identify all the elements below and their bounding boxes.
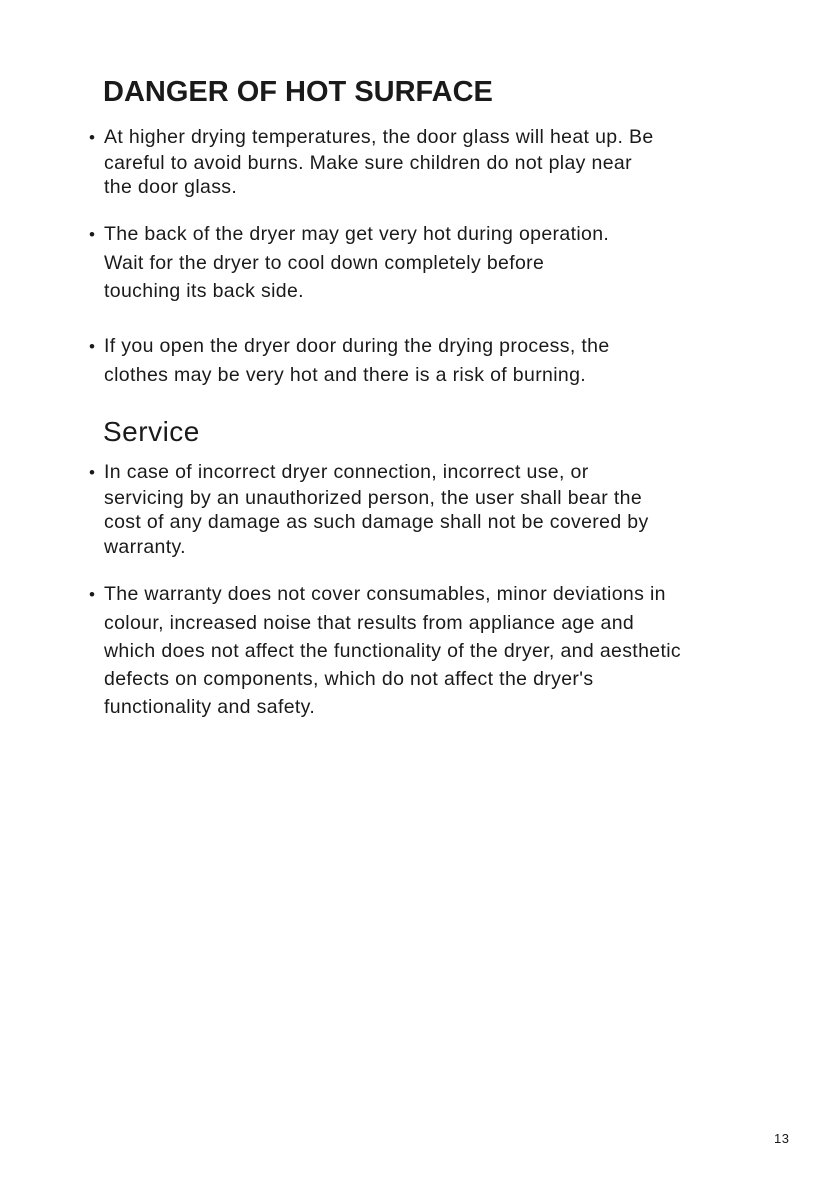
bullet-line: careful to avoid burns. Make sure children do not play near [104,151,632,174]
bullet-dot-icon: • [89,128,96,147]
bullet-line: defects on components, which do not affect the dryer's [104,668,594,690]
service-heading: Service [103,416,200,447]
bullet-line: warranty. [104,535,186,558]
bullet-line: • The back of the dryer may get very hot during operation. [89,220,789,249]
bullet-line: the door glass. [104,176,238,198]
bullet-dot-icon: • [89,585,96,604]
bullet-line: servicing by an unauthorized person, the user shall bear the [104,486,643,509]
bullet-line: touching its back side. [104,280,304,302]
danger-bullet-door-glass [89,125,789,200]
page-number: 13 [774,1131,790,1146]
bullet-dot-icon: • [89,225,96,244]
bullet-dot-icon: • [89,463,96,482]
bullet-line: • At higher drying temperatures, the door glass will heat up. Be [89,125,789,151]
bullet-line: which does not affect the functionality of the dryer, and aesthetic [104,640,682,662]
bullet-line: • In case of incorrect dryer connection, incorrect use, or [89,460,789,486]
bullet-line: colour, increased noise that results from appliance age and [104,612,635,634]
danger-bullet-door-open [89,332,789,389]
bullet-line: Wait for the dryer to cool down completely before [104,252,545,274]
service-bullet-liability [89,460,789,559]
bullet-line: cost of any damage as such damage shall not be covered by [104,511,649,533]
bullet-line: • If you open the dryer door during the drying process, the [89,332,789,361]
service-bullet-warranty-exclusions [89,580,789,721]
bullet-line: functionality and safety. [104,696,316,718]
danger-heading: DANGER OF HOT SURFACE [103,76,493,108]
bullet-dot-icon: • [89,337,96,356]
danger-bullet-back-side [89,220,789,305]
bullet-line: • The warranty does not cover consumables, minor deviations in [89,580,789,609]
bullet-line: clothes may be very hot and there is a risk of burning. [104,364,587,386]
